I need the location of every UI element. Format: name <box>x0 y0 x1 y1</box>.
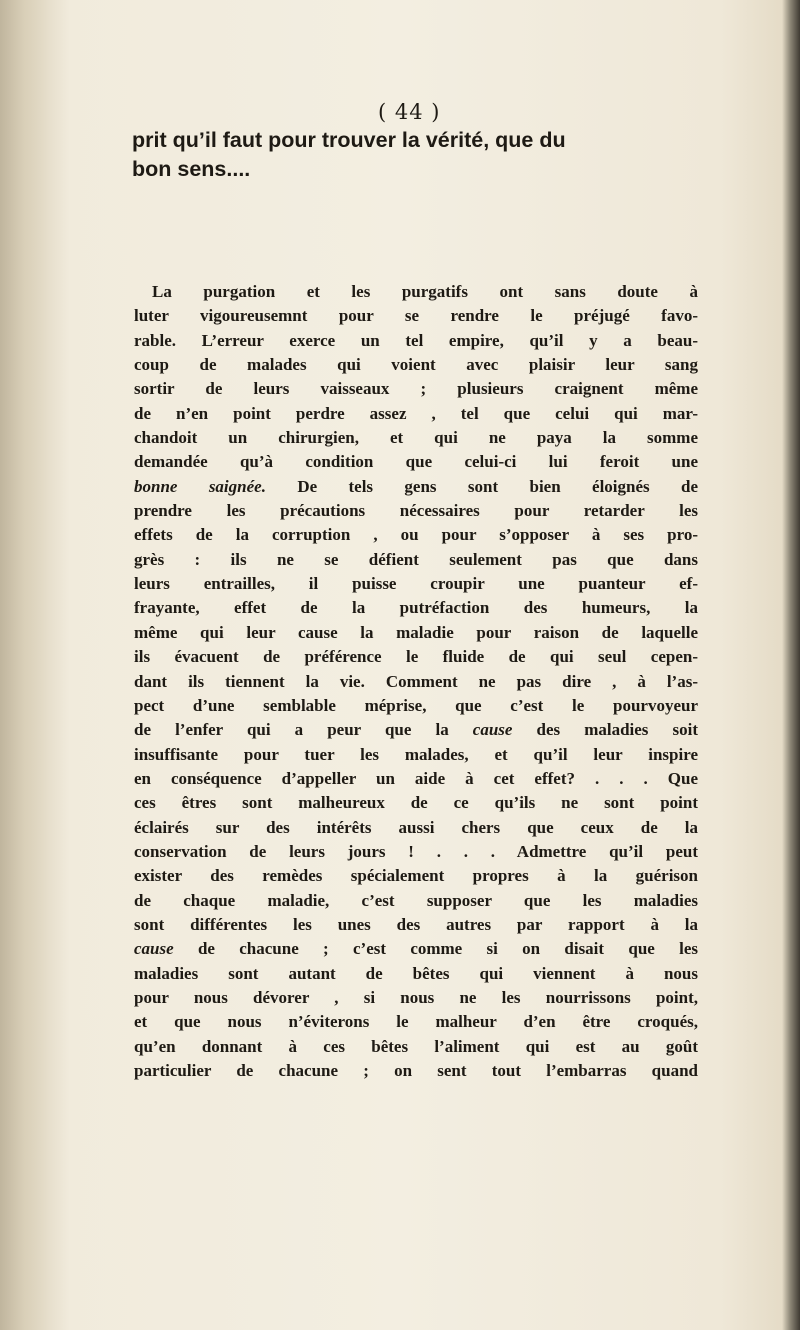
text-line <box>134 937 698 961</box>
text-line: luter vigoureusemnt pour se rendre le préjugé favo- <box>134 306 698 326</box>
text-line: grès : ils ne se défient seulement pas que dans <box>134 549 698 569</box>
text-line: sont différentes les unes des autres par rapport à la <box>134 914 698 934</box>
text-line: pour nous dévorer , si nous ne les nourrissons point, <box>134 987 698 1007</box>
page-edge-shadow <box>782 0 800 1330</box>
text-line: rable. L’erreur exerce un tel empire, qu’il y a beau- <box>134 330 698 350</box>
text-line: coup de malades qui voient avec plaisir leur sang <box>134 355 698 375</box>
text-line: La purgation et les purgatifs ont sans doute à <box>152 282 698 301</box>
text-segment: De tels gens sont bien éloignés de <box>265 476 698 496</box>
text-line: dant ils tiennent la vie. Comment ne pas dire , à l’as- <box>134 671 698 691</box>
text-line <box>134 475 698 499</box>
text-line: de chaque maladie, c’est supposer que les maladies <box>134 890 698 910</box>
text-segment: de chacune ; c’est comme si on disait que les <box>173 939 698 959</box>
text-line: demandée qu’à condition que celui-ci lui feroit une <box>134 452 698 472</box>
text-line: leurs entrailles, il puisse croupir une puanteur ef- <box>134 574 698 594</box>
body-paragraph <box>134 280 698 1083</box>
text-segment: de l’enfer qui a peur que la <box>134 720 473 740</box>
text-line: frayante, effet de la putréfaction des humeurs, la <box>134 598 698 618</box>
page-gutter-shadow <box>0 0 70 1330</box>
text-line: même qui leur cause la maladie pour raison de laquelle <box>134 622 698 642</box>
text-line: particulier de chacune ; on sent tout l’embarras quand <box>134 1061 698 1080</box>
text-line: chandoit un chirurgien, et qui ne paya la somme <box>134 428 698 448</box>
text-line: sortir de leurs vaisseaux ; plusieurs craignent même <box>134 379 698 399</box>
text-line: ces êtres sont malheureux de ce qu’ils ne sont point <box>134 793 698 813</box>
text-line: de n’en point perdre assez , tel que celui qui mar- <box>134 403 698 423</box>
italic-emphasis: cause <box>134 939 174 959</box>
italic-emphasis: bonne saignée. <box>134 476 266 496</box>
text-line: conservation de leurs jours ! . . . Admettre qu’il peut <box>134 841 698 861</box>
text-line: éclairés sur des intérêts aussi chers que ceux de la <box>134 817 698 837</box>
heading-line-1: prit qu’il faut pour trouver la vérité, que du <box>132 128 566 152</box>
text-line: insuffisante pour tuer les malades, et qu’il leur inspire <box>134 744 698 764</box>
text-line: et que nous n’éviterons le malheur d’en être croqués, <box>134 1012 698 1032</box>
text-line: exister des remèdes spécialement propres à la guérison <box>134 866 698 886</box>
text-line: prendre les précautions nécessaires pour retarder les <box>134 501 698 521</box>
italic-emphasis: cause <box>472 720 513 740</box>
text-line: en conséquence d’appeller un aide à cet effet? . . . Que <box>134 768 698 788</box>
text-line: effets de la corruption , ou pour s’opposer à ses pro- <box>134 525 698 545</box>
text-line: qu’en donnant à ces bêtes l’aliment qui est au goût <box>134 1036 698 1056</box>
continued-sentence <box>132 128 702 182</box>
heading-line-2: bon sens.... <box>132 157 251 181</box>
text-segment: des maladies soit <box>512 720 698 740</box>
text-line <box>134 718 698 742</box>
text-line: pect d’une semblable méprise, que c’est le pourvoyeur <box>134 695 698 715</box>
text-line: ils évacuent de préférence le fluide de qui seul cepen- <box>134 647 698 667</box>
page-number: ( 44 ) <box>378 100 441 124</box>
text-line: maladies sont autant de bêtes qui viennent à nous <box>134 963 698 983</box>
